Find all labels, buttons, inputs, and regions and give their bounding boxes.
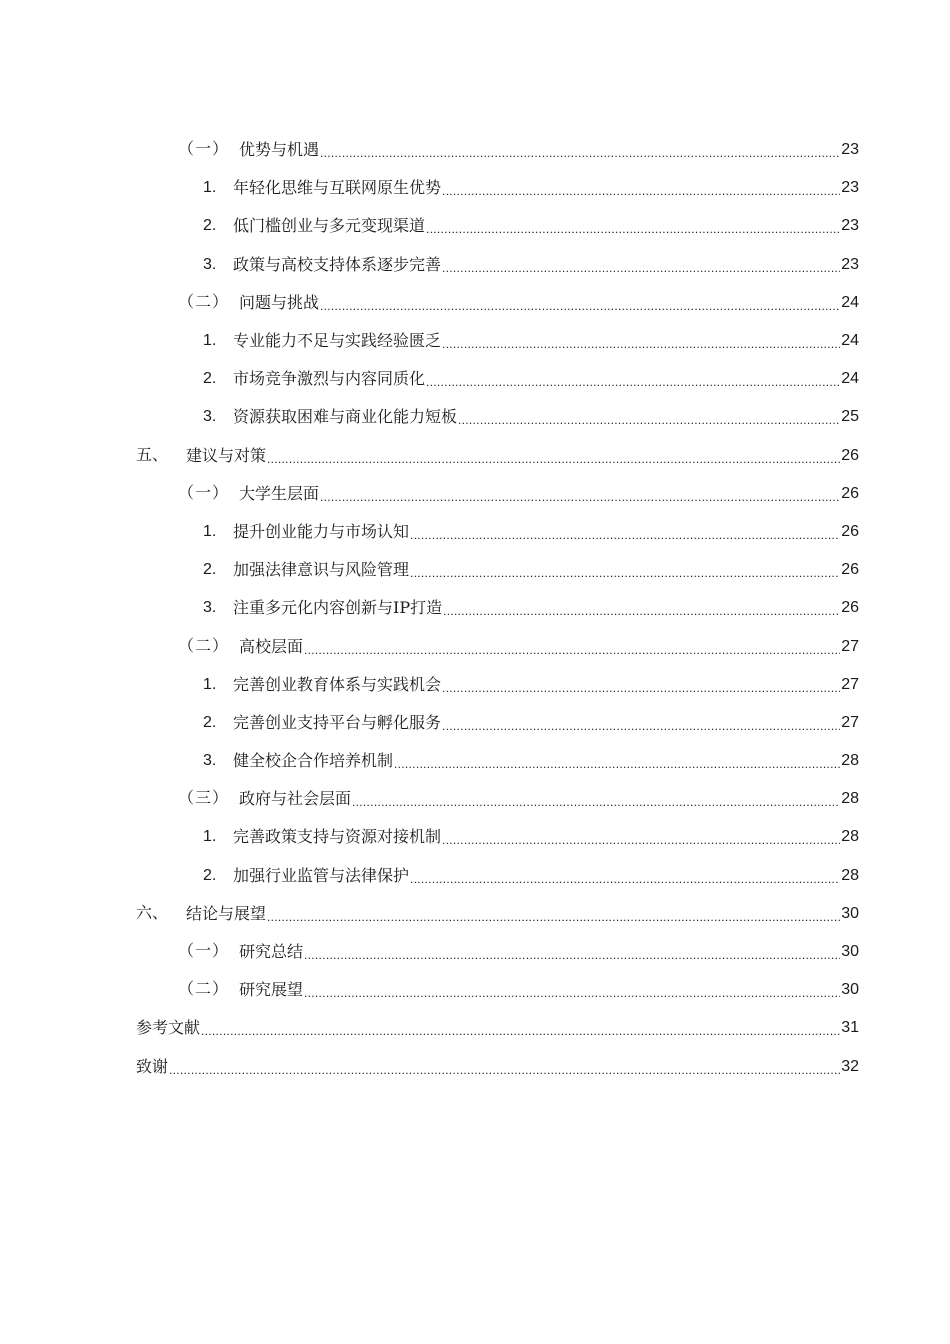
toc-entry-number: （一）	[178, 943, 230, 961]
toc-entry-page-number: 28	[841, 752, 859, 770]
dot-leader	[442, 255, 840, 275]
toc-entry-title: 政府与社会层面	[239, 789, 352, 809]
toc-entry[interactable]	[0, 437, 950, 475]
toc-entry-title: 专业能力不足与实践经验匮乏	[233, 331, 442, 351]
dot-leader	[458, 407, 840, 427]
dot-leader	[442, 827, 840, 847]
toc-entry[interactable]	[0, 398, 950, 436]
toc-entry-number: 2.	[203, 713, 217, 731]
toc-entry-page-number: 26	[841, 484, 859, 502]
toc-entry-number: 3.	[203, 408, 217, 426]
toc-entry-title: 市场竞争激烈与内容同质化	[233, 369, 426, 389]
toc-entry-page-number: 24	[841, 332, 859, 350]
toc-entry-page-number: 24	[841, 370, 859, 388]
toc-entry[interactable]	[0, 666, 950, 704]
toc-entry-number: （三）	[178, 790, 230, 808]
toc-entry-number: 1.	[203, 179, 217, 197]
dot-leader	[267, 446, 840, 466]
toc-entry-number: 3.	[203, 255, 217, 273]
dot-leader	[304, 637, 840, 657]
toc-entry-title: 健全校企合作培养机制	[233, 751, 394, 771]
toc-entry-title: 研究总结	[239, 942, 304, 962]
dot-leader	[426, 369, 840, 389]
toc-entry-title: 提升创业能力与市场认知	[233, 521, 410, 541]
toc-entry-line	[203, 598, 859, 618]
toc-entry-title: 完善创业教育体系与实践机会	[233, 674, 442, 694]
toc-entry-number: （一）	[178, 484, 230, 502]
toc-entry-title: 优势与机遇	[239, 140, 320, 160]
toc-entry-number: 1.	[203, 828, 217, 846]
toc-entry[interactable]	[0, 933, 950, 971]
toc-entry-line	[203, 866, 859, 886]
toc-entry-page-number: 24	[841, 293, 859, 311]
toc-entry[interactable]	[0, 246, 950, 284]
toc-entry-number: 1.	[203, 332, 217, 350]
dot-leader	[320, 293, 840, 313]
toc-entry-title: 注重多元化内容创新与IP打造	[233, 598, 443, 618]
toc-entry-number: 3.	[203, 599, 217, 617]
toc-entry[interactable]	[0, 704, 950, 742]
dot-leader	[442, 178, 840, 198]
toc-entry-number: 2.	[203, 561, 217, 579]
dot-leader	[410, 866, 840, 886]
toc-entry-number: （二）	[178, 293, 230, 311]
toc-entry[interactable]	[0, 475, 950, 513]
toc-entry[interactable]	[0, 627, 950, 665]
toc-entry-number: 2.	[203, 217, 217, 235]
toc-entry-line	[136, 1018, 859, 1038]
toc-entry-title: 问题与挑战	[239, 292, 320, 312]
toc-entry-title: 低门槛创业与多元变现渠道	[233, 216, 426, 236]
toc-entry-title: 参考文献	[136, 1018, 201, 1038]
toc-entry-title: 完善创业支持平台与孵化服务	[233, 712, 442, 732]
toc-entry[interactable]	[0, 780, 950, 818]
toc-entry-line	[203, 827, 859, 847]
toc-entry-page-number: 28	[841, 866, 859, 884]
toc-entry[interactable]	[0, 895, 950, 933]
dot-leader	[304, 942, 840, 962]
toc-entry-title: 结论与展望	[186, 903, 267, 923]
toc-entry-line	[178, 789, 859, 809]
toc-entry-line	[178, 980, 859, 1000]
toc-entry-title: 大学生层面	[239, 483, 320, 503]
toc-entry-page-number: 30	[841, 981, 859, 999]
toc-entry-page-number: 31	[841, 1019, 859, 1037]
toc-entry-line	[203, 713, 859, 733]
toc-entry[interactable]	[0, 1048, 950, 1086]
dot-leader	[304, 980, 840, 1000]
toc-entry-page-number: 30	[841, 904, 859, 922]
toc-entry[interactable]	[0, 322, 950, 360]
toc-entry-number: 六、	[136, 904, 169, 922]
toc-entry-line	[203, 407, 859, 427]
toc-entry-page-number: 26	[841, 522, 859, 540]
toc-entry-page-number: 23	[841, 141, 859, 159]
toc-entry-page-number: 23	[841, 179, 859, 197]
toc-entry-line	[178, 637, 859, 657]
toc-entry-page-number: 27	[841, 675, 859, 693]
toc-entry[interactable]	[0, 589, 950, 627]
dot-leader	[443, 598, 840, 618]
toc-entry-title: 建议与对策	[186, 445, 267, 465]
toc-entry[interactable]	[0, 207, 950, 245]
toc-entry[interactable]	[0, 551, 950, 589]
toc-entry-line	[178, 140, 859, 160]
toc-entry-number: （二）	[178, 637, 230, 655]
toc-entry-title: 政策与高校支持体系逐步完善	[233, 254, 442, 274]
toc-entry-title: 研究展望	[239, 980, 304, 1000]
dot-leader	[442, 675, 840, 695]
toc-entry-title: 资源获取困难与商业化能力短板	[233, 407, 458, 427]
toc-entry-page-number: 28	[841, 828, 859, 846]
toc-entry-number: 1.	[203, 675, 217, 693]
toc-entry-title: 年轻化思维与互联网原生优势	[233, 178, 442, 198]
toc-entry-page-number: 26	[841, 599, 859, 617]
toc-entry-line	[178, 942, 859, 962]
toc-entry-title: 加强行业监管与法律保护	[233, 865, 410, 885]
dot-leader	[320, 140, 840, 160]
toc-entry-page-number: 32	[841, 1057, 859, 1075]
toc-entry-number: 五、	[136, 446, 169, 464]
toc-entry-title: 致谢	[136, 1056, 169, 1076]
toc-entry-page-number: 26	[841, 561, 859, 579]
toc-entry[interactable]	[0, 513, 950, 551]
dot-leader	[426, 216, 840, 236]
toc-entry-line	[136, 904, 859, 924]
toc-entry[interactable]	[0, 818, 950, 856]
dot-leader	[201, 1018, 840, 1038]
toc-entry-page-number: 28	[841, 790, 859, 808]
toc-entry-number: 2.	[203, 370, 217, 388]
toc-entry-number: 3.	[203, 752, 217, 770]
dot-leader	[410, 560, 840, 580]
dot-leader	[267, 904, 840, 924]
toc-entry-page-number: 27	[841, 637, 859, 655]
toc-entry[interactable]	[0, 742, 950, 780]
dot-leader	[352, 789, 840, 809]
toc-entry-line	[203, 751, 859, 771]
toc-entry[interactable]	[0, 1009, 950, 1047]
toc-entry-page-number: 25	[841, 408, 859, 426]
toc-entry-page-number: 23	[841, 255, 859, 273]
toc-entry-number: 2.	[203, 866, 217, 884]
toc-entry-title: 加强法律意识与风险管理	[233, 560, 410, 580]
toc-entry-line	[136, 446, 859, 466]
toc-entry[interactable]	[0, 131, 950, 169]
toc-entry-line	[203, 522, 859, 542]
toc-entry-line	[203, 675, 859, 695]
toc-entry-number: （二）	[178, 981, 230, 999]
toc-entry-line	[203, 178, 859, 198]
toc-entry-line	[203, 331, 859, 351]
toc-entry-line	[178, 293, 859, 313]
toc-entry-line	[203, 560, 859, 580]
toc-entry-line	[136, 1057, 859, 1077]
toc-entry-page-number: 30	[841, 943, 859, 961]
toc-entry-line	[203, 255, 859, 275]
toc-entry[interactable]	[0, 857, 950, 895]
toc-entry[interactable]	[0, 971, 950, 1009]
dot-leader	[169, 1057, 840, 1077]
dot-leader	[410, 522, 840, 542]
table-of-contents	[0, 131, 950, 1086]
toc-entry-title: 高校层面	[239, 636, 304, 656]
toc-entry-page-number: 27	[841, 713, 859, 731]
toc-entry-line	[203, 216, 859, 236]
toc-entry-number: （一）	[178, 141, 230, 159]
toc-entry[interactable]	[0, 284, 950, 322]
toc-entry-page-number: 26	[841, 446, 859, 464]
toc-entry[interactable]	[0, 360, 950, 398]
toc-entry-line	[203, 369, 859, 389]
toc-entry[interactable]	[0, 169, 950, 207]
dot-leader	[442, 713, 840, 733]
toc-entry-line	[178, 484, 859, 504]
toc-entry-number: 1.	[203, 522, 217, 540]
dot-leader	[320, 484, 840, 504]
dot-leader	[394, 751, 840, 771]
toc-entry-page-number: 23	[841, 217, 859, 235]
toc-entry-title: 完善政策支持与资源对接机制	[233, 827, 442, 847]
dot-leader	[442, 331, 840, 351]
